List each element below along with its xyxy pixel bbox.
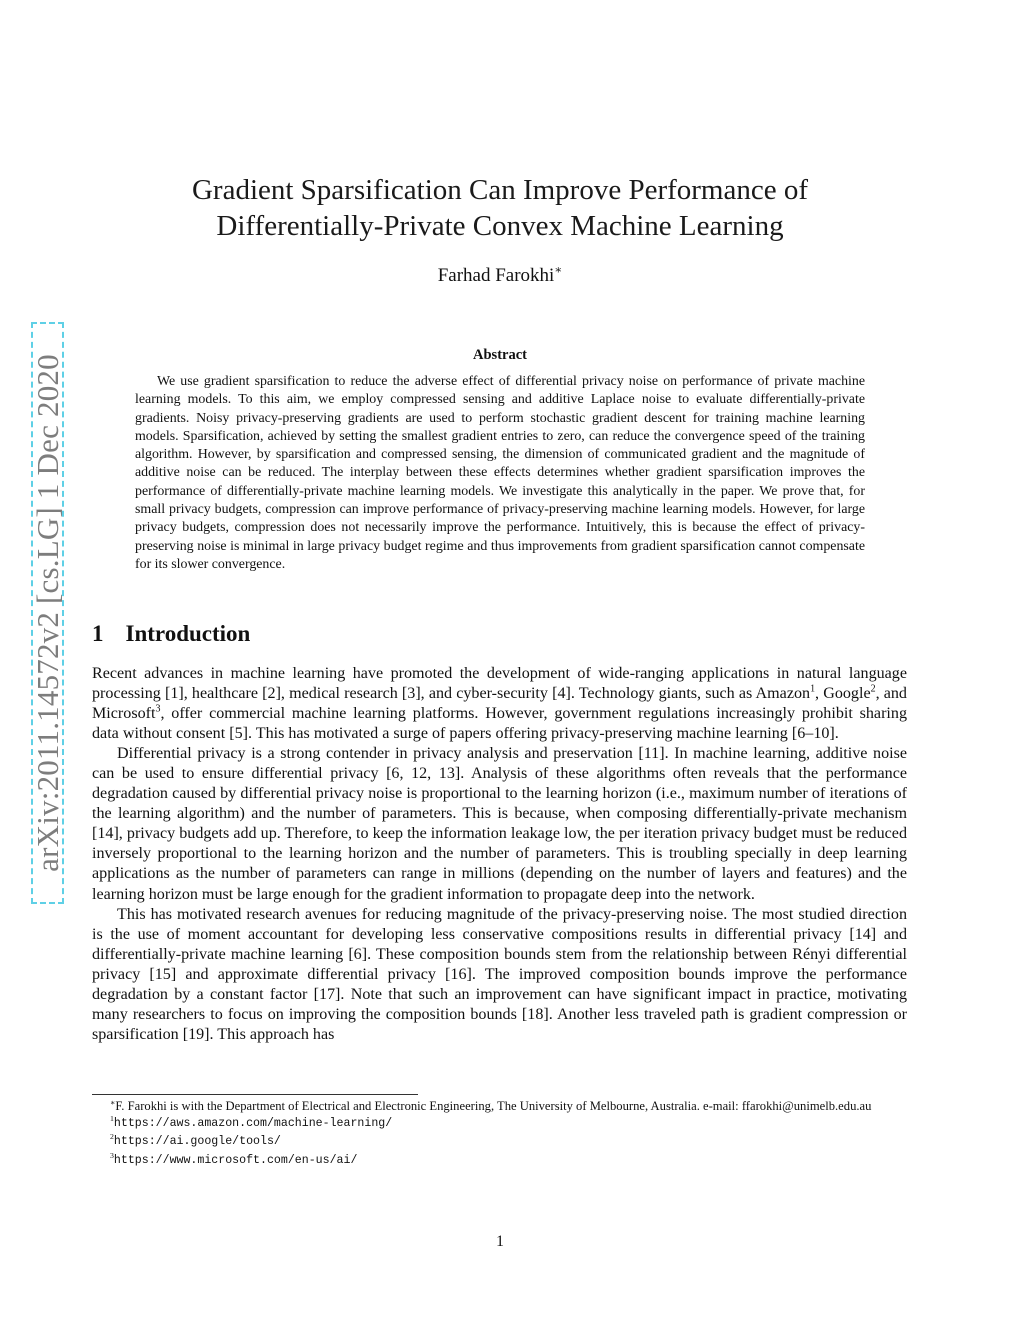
footnote-1-number: 1 bbox=[110, 1114, 114, 1124]
title-line-1: Gradient Sparsification Can Improve Performance of bbox=[191, 174, 809, 206]
footnote-1-link[interactable]: https://aws.amazon.com/machine-learning/ bbox=[113, 1117, 393, 1131]
paragraph-1-text-c: , and Microsoft bbox=[92, 685, 907, 723]
page-number: 1 bbox=[496, 1233, 504, 1250]
footnote-author-text: F. Farokhi is with the Department of Electrical and Electronic Engineering, The University of Melbourne, Australia. e-mail: ffarokhi@unimelb.edu.au bbox=[115, 1099, 872, 1113]
paragraph-2: Differential privacy is a strong contender in privacy analysis and preservation [11]. In machine learning, additive noise can be used to ensure differential privacy [6, 12, 13]. Analysis of these algorithms often reveals that the performance degradation caused by differential privacy noise is proportional to the learning horizon (i.e., maximum number of iterations of the learning algorithm) and the number of parameters. This is because, when composing differentially-private mechanism [14], privacy budgets add up. Therefore, to keep the information leakage low, the per iteration privacy budget must be reduced inversely proportional to the learning horizon and the number of parameters. This is troubling specially in deep learning applications as the number of parameters can range in millions (depending on the number of layers and features) and the learning horizon must be large enough for the gradient information to propagate deep into the network. bbox=[92, 745, 907, 903]
footnote-2 bbox=[92, 1132, 907, 1150]
footnote-1 bbox=[92, 1114, 907, 1132]
footnote-ref-3: 3 bbox=[155, 703, 161, 715]
paragraph-1-text-d: , offer commercial machine learning platforms. However, government regulations increasingly prohibit sharing data without consent [5]. This has motivated a surge of papers offering privacy-preserving machine learning [6–10]. bbox=[92, 705, 907, 743]
paragraph-1-text-b: , Google bbox=[815, 685, 871, 703]
section-number: 1 bbox=[92, 621, 104, 646]
section-heading bbox=[92, 621, 250, 647]
footnote-ref-2: 2 bbox=[870, 683, 876, 695]
paragraph-1 bbox=[92, 664, 907, 744]
arxiv-identifier: arXiv:2011.14572v2 [cs.LG] 1 Dec 2020 bbox=[29, 354, 65, 872]
footnotes bbox=[92, 1098, 907, 1169]
footnote-divider bbox=[92, 1094, 418, 1095]
footnote-2-link[interactable]: https://ai.google/tools/ bbox=[113, 1135, 281, 1149]
author-line bbox=[150, 265, 850, 287]
paragraph-1-text-a: Recent advances in machine learning have promoted the development of wide-ranging applications in natural language processing [1], healthcare [2], medical research [3], and cyber-security [4]. Technology giants, such as Amazon bbox=[92, 665, 907, 703]
footnote-ref-1: 1 bbox=[810, 683, 816, 695]
footnote-2-number: 2 bbox=[110, 1132, 114, 1142]
paragraph-3: This has motivated research avenues for reducing magnitude of the privacy-preserving noise. The most studied direction is the use of moment accountant for developing less conservative compositions results in differential privacy [14] and differentially-private machine learning [6]. These composition bounds stem from the relationship between Rényi differential privacy [15] and approximate differential privacy [16]. The improved composition bounds improve the performance degradation by a constant factor [17]. Note that such an improvement can have significant impact in practice, motivating many researchers to focus on improving the composition bounds [18]. Another less traveled path is gradient compression or sparsification [19]. This approach has bbox=[92, 905, 907, 1043]
arxiv-stamp bbox=[31, 322, 64, 904]
author-footnote-mark: ∗ bbox=[554, 263, 563, 277]
footnote-author-mark: ∗ bbox=[110, 1097, 116, 1107]
abstract-heading: Abstract bbox=[473, 347, 527, 363]
introduction-body bbox=[92, 664, 907, 1045]
author-name: Farhad Farokhi bbox=[437, 265, 555, 286]
title-line-2: Differentially-Private Convex Machine Learning bbox=[216, 210, 784, 242]
section-title: Introduction bbox=[125, 621, 251, 646]
paper-title bbox=[150, 172, 850, 244]
abstract-text: We use gradient sparsification to reduce the adverse effect of differential privacy noise on performance of private machine learning models. To this aim, we employ compressed sensing and additive Laplace noise to evaluate differentially-private gradients. Noisy privacy-preserving gradients are used to perform stochastic gradient descent for training machine learning models. Sparsification, achieved by setting the smallest gradient entries to zero, can reduce the convergence speed of the training algorithm. However, by sparsification and compressed sensing, the dimension of communicated gradient and the magnitude of additive noise can be reduced. The interplay between these effects determines whether gradient sparsification improves the performance of differentially-private machine learning models. We investigate this analytically in the paper. We prove that, for small privacy budgets, compression can improve performance of privacy-preserving machine learning models. However, for large privacy budgets, compression does not necessarily improve the performance. Intuitively, this is because the effect of privacy-preserving noise is minimal in large privacy budget regime and thus improvements from gradient sparsification cannot compensate for its slower convergence. bbox=[135, 374, 865, 572]
footnote-author bbox=[92, 1098, 907, 1114]
footnote-3 bbox=[92, 1151, 907, 1169]
footnote-3-number: 3 bbox=[110, 1150, 114, 1160]
footnote-3-link[interactable]: https://www.microsoft.com/en-us/ai/ bbox=[113, 1153, 358, 1167]
